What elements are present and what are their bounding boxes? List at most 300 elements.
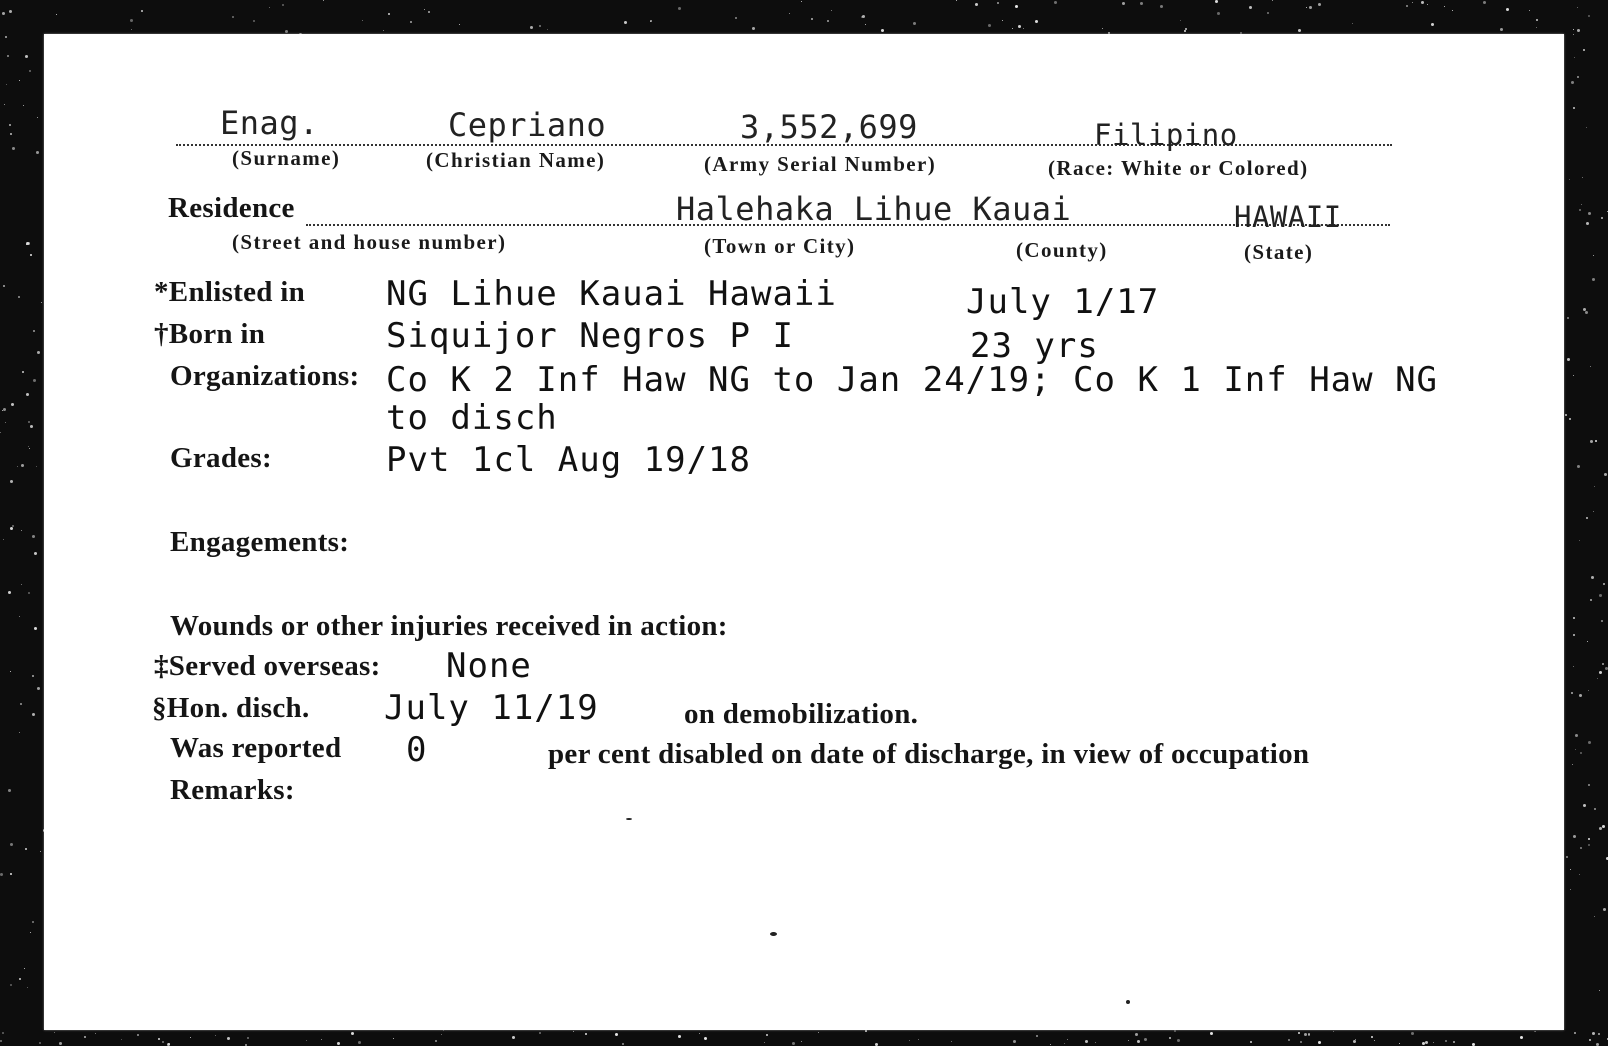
film-noise-speck: [1353, 1040, 1356, 1043]
film-noise-speck: [8, 789, 11, 792]
film-noise-speck: [811, 18, 813, 20]
serial-number-caption: (Army Serial Number): [704, 152, 936, 177]
enlisted-label: *Enlisted in: [154, 276, 305, 309]
film-noise-speck: [865, 24, 866, 25]
film-noise-speck: [1588, 212, 1591, 215]
film-noise-speck: [3, 408, 6, 411]
film-noise-speck: [1573, 107, 1575, 109]
hon-disch-suffix: on demobilization.: [684, 698, 918, 731]
film-noise-speck: [358, 1041, 361, 1044]
film-noise-speck: [1002, 20, 1003, 21]
film-noise-speck: [1425, 1041, 1428, 1044]
film-noise-speck: [1102, 28, 1103, 29]
film-noise-speck: [1272, 0, 1273, 1]
film-noise-speck: [4, 104, 5, 105]
film-noise-speck: [1590, 440, 1593, 443]
film-noise-speck: [1180, 20, 1181, 21]
film-noise-speck: [1140, 2, 1143, 5]
film-noise-speck: [1571, 692, 1573, 694]
film-noise-speck: [1575, 734, 1578, 737]
state-caption: (State): [1244, 240, 1313, 265]
film-noise-speck: [997, 2, 999, 4]
film-noise-speck: [752, 27, 755, 30]
christian-name-value: Cepriano: [448, 106, 606, 144]
film-noise-speck: [1122, 2, 1125, 5]
grades-label: Grades:: [170, 442, 272, 475]
film-noise-speck: [1594, 486, 1595, 487]
film-noise-speck: [10, 133, 12, 135]
film-noise-speck: [1602, 825, 1605, 828]
film-noise-speck: [1298, 1032, 1300, 1034]
film-noise-speck: [162, 1041, 164, 1043]
film-noise-speck: [1577, 76, 1579, 78]
film-noise-speck: [1567, 317, 1569, 319]
film-noise-speck: [10, 480, 13, 483]
enlisted-place: NG Lihue Kauai Hawaii: [386, 274, 837, 314]
film-noise-speck: [1597, 678, 1598, 679]
film-noise-speck: [131, 29, 132, 30]
film-noise-speck: [678, 7, 681, 10]
film-noise-speck: [40, 851, 41, 852]
film-noise-speck: [1013, 1040, 1016, 1043]
film-noise-speck: [1601, 620, 1603, 622]
film-noise-speck: [547, 29, 548, 30]
film-noise-speck: [704, 1037, 707, 1040]
film-noise-speck: [30, 254, 32, 256]
engagements-label: Engagements:: [170, 526, 349, 559]
film-noise-speck: [441, 1034, 442, 1035]
film-noise-speck: [0, 432, 1, 433]
film-noise-speck: [1015, 5, 1018, 8]
film-noise-speck: [1135, 1033, 1138, 1036]
film-noise-speck: [1570, 889, 1571, 890]
film-noise-speck: [1579, 209, 1581, 211]
film-noise-speck: [1160, 5, 1163, 8]
film-noise-speck: [1582, 177, 1583, 178]
organizations-line-1: Co K 2 Inf Haw NG to Jan 24/19; Co K 1 Inf Haw NG: [386, 360, 1438, 400]
race-caption: (Race: White or Colored): [1048, 156, 1308, 181]
film-noise-speck: [1573, 375, 1574, 376]
film-noise-speck: [818, 1032, 819, 1033]
film-noise-speck: [26, 393, 29, 396]
film-noise-speck: [1586, 127, 1587, 128]
film-noise-speck: [585, 1033, 587, 1035]
born-label: †Born in: [154, 318, 265, 351]
film-noise-speck: [1433, 1042, 1434, 1043]
film-noise-speck: [428, 11, 430, 13]
film-noise-speck: [1586, 517, 1588, 519]
film-noise-speck: [137, 1034, 139, 1036]
film-noise-speck: [1012, 28, 1013, 29]
film-noise-speck: [1054, 1, 1057, 4]
film-noise-speck: [1318, 3, 1321, 6]
film-noise-speck: [1174, 1030, 1176, 1032]
county-caption: (County): [1016, 238, 1108, 263]
film-noise-speck: [1599, 827, 1602, 830]
film-noise-speck: [0, 873, 3, 876]
film-noise-speck: [918, 1039, 919, 1040]
film-noise-speck: [1583, 804, 1586, 807]
film-noise-speck: [9, 10, 12, 13]
film-noise-speck: [337, 1042, 340, 1045]
film-noise-speck: [282, 4, 284, 6]
film-noise-speck: [1594, 916, 1595, 917]
organizations-line-2: to disch: [386, 398, 558, 438]
film-noise-speck: [1036, 1035, 1038, 1037]
film-noise-speck: [1371, 1036, 1373, 1038]
film-noise-speck: [33, 330, 35, 332]
served-overseas-label: ‡Served overseas:: [154, 650, 381, 683]
film-noise-speck: [1427, 4, 1428, 5]
film-noise-speck: [443, 1030, 444, 1031]
film-noise-speck: [1587, 641, 1588, 642]
film-noise-speck: [1599, 990, 1600, 991]
film-noise-speck: [323, 0, 324, 1]
film-noise-speck: [1579, 874, 1580, 875]
film-noise-speck: [56, 14, 57, 15]
film-noise-speck: [158, 1038, 160, 1040]
film-noise-speck: [1583, 49, 1585, 51]
film-noise-speck: [1431, 23, 1434, 26]
film-noise-speck: [1567, 358, 1570, 361]
ink-speck: [1126, 1000, 1130, 1004]
film-noise-speck: [27, 987, 28, 988]
film-noise-speck: [20, 703, 22, 705]
film-noise-speck: [1500, 28, 1503, 31]
disability-label: Was reported: [170, 732, 341, 765]
film-noise-speck: [1569, 179, 1570, 180]
film-noise-speck: [1250, 1041, 1252, 1043]
born-age: 23 yrs: [970, 326, 1099, 366]
film-noise-speck: [1573, 835, 1576, 838]
film-noise-speck: [19, 978, 21, 980]
film-noise-speck: [1585, 311, 1588, 314]
film-noise-speck: [1304, 1033, 1307, 1036]
film-noise-speck: [37, 351, 40, 354]
film-noise-speck: [95, 1033, 96, 1034]
film-noise-speck: [459, 24, 460, 25]
film-noise-speck: [1309, 6, 1312, 9]
film-noise-speck: [1185, 28, 1187, 30]
enlisted-date: July 1/17: [966, 282, 1159, 322]
residence-town-county: Halehaka Lihue Kauai: [676, 190, 1071, 228]
film-noise-speck: [1249, 6, 1252, 9]
film-noise-speck: [1445, 1040, 1447, 1042]
film-noise-speck: [1602, 663, 1604, 665]
film-noise-speck: [539, 25, 541, 27]
film-noise-speck: [1534, 1031, 1535, 1032]
film-noise-speck: [1588, 15, 1590, 17]
film-noise-speck: [21, 530, 22, 531]
film-noise-speck: [2, 12, 5, 15]
film-noise-speck: [18, 296, 20, 298]
film-noise-speck: [764, 1042, 765, 1043]
film-noise-speck: [831, 10, 832, 11]
film-noise-speck: [28, 421, 30, 423]
film-noise-speck: [530, 26, 533, 29]
film-noise-speck: [1506, 8, 1509, 11]
film-noise-speck: [19, 80, 20, 81]
film-noise-speck: [28, 446, 29, 447]
film-noise-speck: [24, 968, 25, 969]
film-noise-speck: [1588, 690, 1589, 691]
film-noise-speck: [10, 671, 11, 672]
film-noise-speck: [1137, 1040, 1140, 1043]
film-noise-speck: [1352, 23, 1353, 24]
film-noise-speck: [5, 36, 7, 38]
film-noise-speck: [909, 1040, 910, 1041]
film-noise-speck: [1590, 366, 1591, 367]
remarks-label: Remarks:: [170, 774, 295, 807]
film-noise-speck: [215, 1035, 216, 1036]
film-noise-speck: [1421, 1, 1424, 4]
film-noise-speck: [285, 30, 288, 33]
film-noise-speck: [1535, 1031, 1536, 1032]
film-noise-speck: [6, 84, 7, 85]
film-noise-speck: [801, 1, 802, 2]
film-noise-speck: [1536, 27, 1537, 28]
film-noise-speck: [1591, 576, 1594, 579]
film-noise-speck: [861, 16, 863, 18]
film-noise-speck: [1588, 838, 1590, 840]
film-noise-speck: [951, 1041, 952, 1042]
hon-disch-label: §Hon. disch.: [152, 692, 310, 725]
film-noise-speck: [615, 1033, 618, 1036]
film-noise-speck: [1288, 1039, 1290, 1041]
race-value: Filipino: [1094, 118, 1238, 152]
film-noise-speck: [12, 147, 15, 150]
street-caption: (Street and house number): [232, 230, 506, 255]
film-noise-speck: [2, 1032, 4, 1034]
film-noise-speck: [1529, 10, 1530, 11]
film-noise-speck: [247, 1037, 249, 1039]
film-noise-speck: [269, 7, 270, 8]
film-noise-speck: [34, 627, 37, 630]
film-noise-speck: [32, 535, 35, 538]
ink-speck: [770, 932, 777, 936]
film-noise-speck: [351, 1032, 354, 1035]
film-noise-speck: [1575, 749, 1576, 750]
film-noise-speck: [10, 527, 13, 530]
serial-number-value: 3,552,699: [740, 108, 918, 146]
film-noise-speck: [1579, 694, 1582, 697]
film-noise-speck: [1333, 1031, 1334, 1032]
film-noise-speck: [21, 584, 22, 585]
disability-suffix: per cent disabled on date of discharge, in view of occupation: [548, 738, 1309, 771]
film-noise-speck: [1184, 30, 1186, 32]
film-noise-speck: [1520, 1036, 1523, 1039]
film-noise-speck: [22, 371, 24, 373]
film-noise-speck: [1210, 1032, 1213, 1035]
film-noise-speck: [1128, 1040, 1129, 1041]
film-noise-speck: [36, 151, 39, 154]
film-noise-speck: [881, 29, 884, 32]
film-noise-speck: [130, 19, 133, 22]
film-noise-speck: [1018, 25, 1021, 28]
film-noise-speck: [1565, 414, 1567, 416]
film-noise-speck: [388, 13, 390, 15]
film-noise-speck: [30, 932, 31, 933]
film-noise-speck: [410, 21, 412, 23]
film-noise-speck: [1603, 908, 1606, 911]
residence-label: Residence: [168, 192, 295, 225]
film-noise-speck: [1603, 583, 1605, 585]
film-noise-speck: [1573, 666, 1574, 667]
film-noise-speck: [1588, 741, 1591, 744]
film-noise-speck: [5, 422, 6, 423]
film-noise-speck: [865, 1030, 867, 1032]
film-noise-speck: [32, 675, 34, 677]
film-noise-speck: [321, 1039, 322, 1040]
film-noise-speck: [766, 1034, 768, 1036]
film-noise-speck: [19, 732, 20, 733]
film-noise-speck: [1566, 856, 1568, 858]
film-noise-speck: [1580, 752, 1582, 754]
film-noise-speck: [1574, 1032, 1576, 1034]
film-noise-speck: [1308, 1033, 1310, 1035]
film-noise-speck: [1412, 2, 1413, 3]
film-noise-speck: [190, 1037, 191, 1038]
film-noise-speck: [1598, 1033, 1600, 1035]
film-noise-speck: [1605, 667, 1608, 670]
film-noise-speck: [25, 55, 28, 58]
film-noise-speck: [1589, 1039, 1591, 1041]
film-noise-speck: [1580, 847, 1582, 849]
film-noise-speck: [1588, 784, 1590, 786]
film-noise-speck: [383, 30, 384, 31]
film-noise-speck: [29, 448, 30, 449]
film-noise-speck: [1599, 594, 1602, 597]
film-noise-speck: [827, 20, 829, 22]
film-noise-speck: [17, 466, 18, 467]
film-noise-speck: [1604, 473, 1607, 476]
film-noise-speck: [1592, 278, 1595, 281]
film-noise-speck: [59, 1042, 62, 1045]
film-noise-speck: [1217, 12, 1220, 15]
film-noise-speck: [1472, 1043, 1475, 1046]
film-noise-speck: [1588, 844, 1590, 846]
film-noise-speck: [1573, 634, 1575, 636]
film-noise-speck: [393, 1038, 394, 1039]
film-noise-speck: [1095, 1042, 1096, 1043]
born-place: Siquijor Negros P I: [386, 316, 794, 356]
film-noise-speck: [801, 1041, 802, 1042]
film-noise-speck: [30, 425, 33, 428]
film-noise-speck: [362, 20, 363, 21]
film-noise-speck: [1177, 1039, 1180, 1042]
film-noise-speck: [28, 592, 30, 594]
film-noise-speck: [34, 552, 37, 555]
film-noise-speck: [1483, 1, 1486, 4]
film-noise-speck: [1452, 10, 1453, 11]
film-noise-speck: [9, 124, 11, 126]
film-noise-speck: [1573, 617, 1575, 619]
film-noise-speck: [3, 285, 5, 287]
film-noise-speck: [512, 1036, 515, 1039]
disability-percent: 0: [406, 730, 427, 770]
film-noise-speck: [29, 70, 31, 72]
film-noise-speck: [1586, 222, 1589, 225]
film-noise-speck: [1536, 19, 1538, 21]
grades-value: Pvt 1cl Aug 19/18: [386, 440, 751, 480]
film-noise-speck: [1144, 1038, 1147, 1041]
film-noise-speck: [41, 302, 42, 303]
film-noise-speck: [789, 13, 790, 14]
ink-speck: [626, 818, 632, 820]
film-noise-speck: [1085, 1040, 1088, 1043]
film-noise-speck: [1593, 511, 1594, 512]
wounds-label: Wounds or other injuries received in action:: [170, 610, 728, 643]
film-noise-speck: [1453, 1041, 1455, 1043]
film-noise-speck: [7, 55, 9, 57]
film-noise-speck: [37, 117, 38, 118]
film-noise-speck: [1374, 1040, 1375, 1041]
film-noise-speck: [1593, 255, 1594, 256]
film-noise-speck: [988, 24, 991, 27]
town-caption: (Town or City): [704, 234, 855, 259]
film-noise-speck: [1577, 7, 1578, 8]
film-noise-speck: [11, 403, 14, 406]
film-noise-speck: [10, 843, 13, 846]
film-noise-speck: [1573, 29, 1574, 30]
film-noise-speck: [10, 984, 12, 986]
film-noise-speck: [539, 1032, 541, 1034]
film-noise-speck: [1579, 540, 1580, 541]
film-noise-speck: [435, 1040, 437, 1042]
surname-value: Enag.: [220, 104, 319, 142]
film-noise-speck: [1215, 0, 1218, 3]
film-noise-speck: [1577, 29, 1580, 32]
film-noise-speck: [1590, 599, 1592, 601]
film-noise-speck: [253, 20, 255, 22]
film-noise-speck: [121, 1039, 122, 1040]
film-noise-speck: [956, 0, 957, 1]
film-noise-speck: [8, 591, 11, 594]
film-noise-speck: [141, 10, 143, 12]
film-noise-speck: [36, 466, 37, 467]
film-noise-speck: [1595, 440, 1597, 442]
film-noise-speck: [19, 616, 20, 617]
film-noise-speck: [1581, 204, 1582, 205]
film-noise-speck: [1306, 7, 1307, 8]
film-noise-speck: [1298, 29, 1301, 32]
film-noise-speck: [32, 713, 35, 716]
organizations-label: Organizations:: [170, 360, 359, 393]
film-noise-speck: [37, 687, 40, 690]
film-noise-speck: [1571, 81, 1574, 84]
film-noise-speck: [1577, 465, 1580, 468]
film-noise-speck: [1406, 5, 1408, 7]
film-noise-speck: [1570, 869, 1571, 870]
film-noise-speck: [1035, 20, 1038, 23]
film-noise-speck: [306, 1040, 307, 1041]
film-noise-speck: [1569, 418, 1571, 420]
film-noise-speck: [735, 17, 737, 19]
film-noise-speck: [1572, 764, 1573, 765]
film-noise-speck: [1411, 1032, 1414, 1035]
residence-state: HAWAII: [1234, 200, 1342, 234]
film-noise-speck: [1444, 6, 1445, 7]
film-noise-speck: [573, 1031, 574, 1032]
film-noise-speck: [424, 9, 425, 10]
christian-name-caption: (Christian Name): [426, 148, 605, 173]
film-noise-speck: [650, 20, 652, 22]
film-noise-speck: [84, 1036, 86, 1038]
film-noise-speck: [1067, 1039, 1068, 1040]
film-noise-speck: [32, 921, 34, 923]
film-noise-speck: [1169, 1037, 1171, 1039]
service-record-card: [44, 34, 1564, 1030]
